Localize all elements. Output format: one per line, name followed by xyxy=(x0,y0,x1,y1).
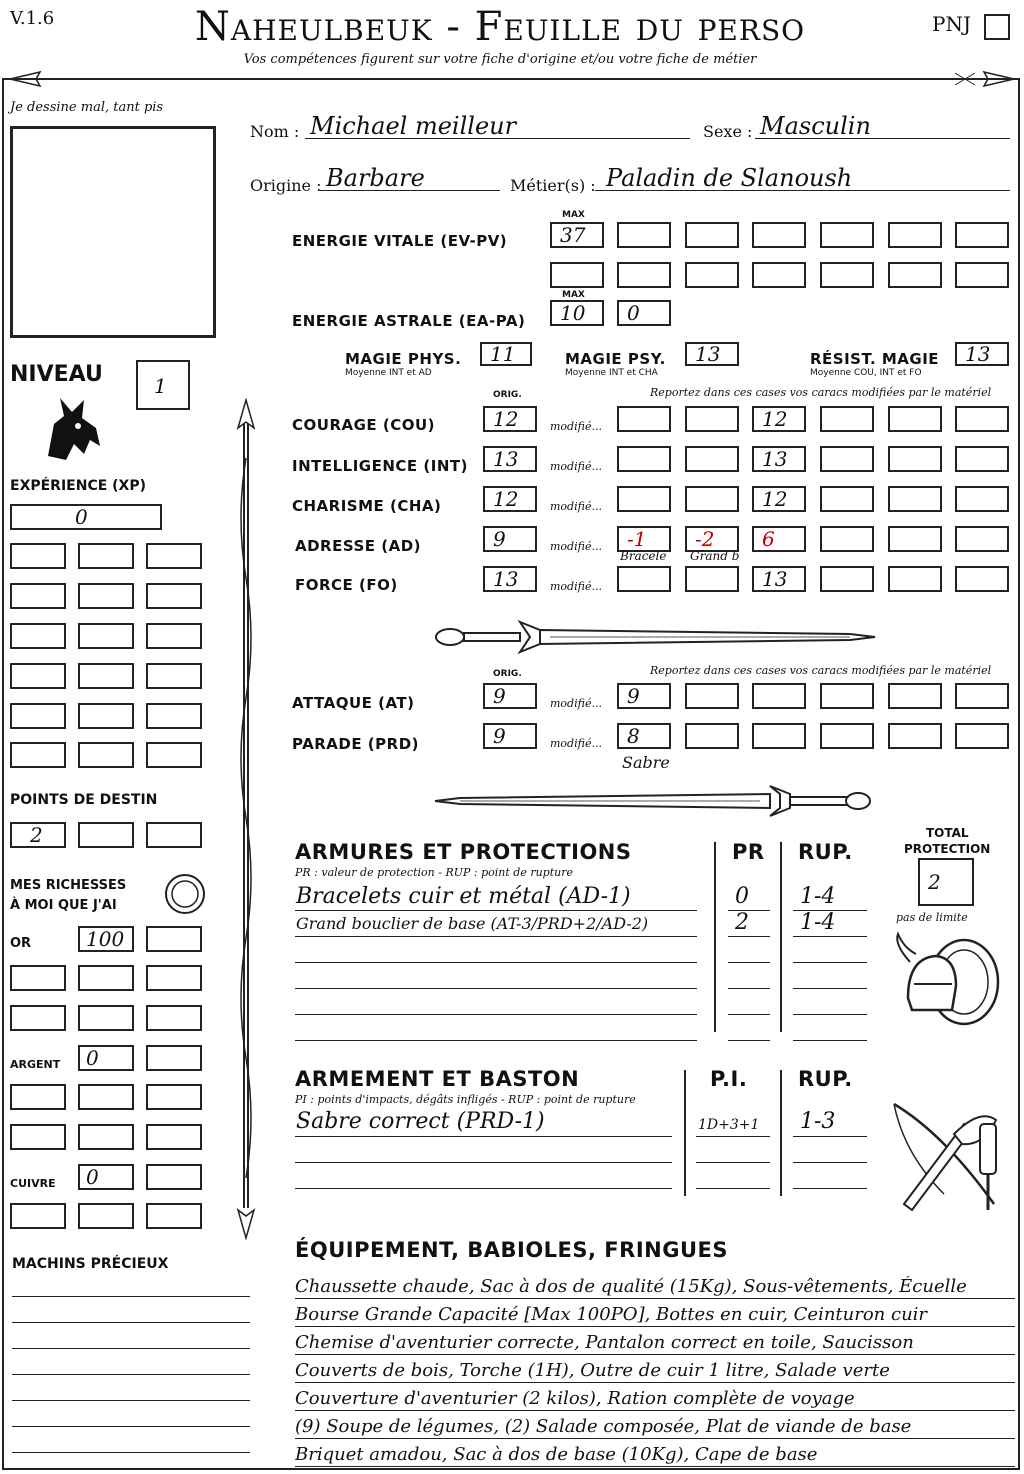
ad-modif-label: modifié... xyxy=(550,540,602,553)
niveau-value: 1 xyxy=(154,374,167,398)
cha-mod-box[interactable] xyxy=(617,486,671,512)
cou-mod-box[interactable] xyxy=(617,406,671,432)
page-title: Naheulbeuk - Feuille du perso xyxy=(194,4,806,50)
or-box[interactable] xyxy=(146,926,202,952)
equipment-line[interactable]: Chemise d'aventurier correcte, Pantalon correct en toile, Saucisson xyxy=(295,1332,1015,1355)
magie-phys-value: 11 xyxy=(490,342,516,366)
cha-mod-value: 12 xyxy=(762,487,788,511)
cuivre-box[interactable] xyxy=(78,1203,134,1229)
equipment-line[interactable]: Couverts de bois, Torche (1H), Outre de cuir 1 litre, Salade verte xyxy=(295,1360,1015,1383)
xp-box[interactable] xyxy=(10,504,162,530)
prd-mod-box[interactable] xyxy=(955,723,1009,749)
xp-slot[interactable] xyxy=(78,583,134,609)
argent-box[interactable] xyxy=(78,1045,134,1071)
equipment-line[interactable]: Couverture d'aventurier (2 kilos), Ration complète de voyage xyxy=(295,1388,1015,1411)
ev-box[interactable] xyxy=(752,262,806,288)
at-modif-label: modifié... xyxy=(550,697,602,710)
helmet-shield-icon xyxy=(890,928,1006,1032)
armor-line[interactable] xyxy=(793,988,867,989)
xp-slot[interactable] xyxy=(10,663,66,689)
ad-mod-value-2: -2 xyxy=(695,527,715,551)
ev-box[interactable] xyxy=(550,262,604,288)
fo-mod-box[interactable] xyxy=(752,566,806,592)
weapon-line[interactable] xyxy=(696,1162,770,1163)
armor-line[interactable] xyxy=(728,1040,770,1041)
cha-label: CHARISME (CHA) xyxy=(292,497,442,515)
equipment-line[interactable]: Briquet amadou, Sac à dos de base (10Kg), Cape de base xyxy=(295,1444,1015,1467)
weapon-line xyxy=(793,1136,867,1137)
fo-mod-box[interactable] xyxy=(955,566,1009,592)
ad-mod-box[interactable] xyxy=(955,526,1009,552)
prd-mod-value: 8 xyxy=(627,724,640,748)
magie-psy-value: 13 xyxy=(695,342,721,366)
stats-orig-label: ORIG. xyxy=(493,390,522,400)
ad-mod-box[interactable] xyxy=(820,526,874,552)
magie-psy-box[interactable] xyxy=(685,342,739,366)
argent-box[interactable] xyxy=(78,1124,134,1150)
int-mod-box[interactable] xyxy=(955,446,1009,472)
protection-limit-note: pas de limite xyxy=(896,911,968,924)
at-mod-value: 9 xyxy=(627,684,640,708)
armor-1-rup[interactable]: 1-4 xyxy=(800,884,836,909)
xp-slot[interactable] xyxy=(10,583,66,609)
cou-mod-box[interactable] xyxy=(955,406,1009,432)
ev-box[interactable] xyxy=(888,222,942,248)
weapon-line[interactable] xyxy=(793,1188,867,1189)
destin-box[interactable] xyxy=(10,822,66,848)
xp-slot[interactable] xyxy=(146,703,202,729)
origine-value[interactable]: Barbare xyxy=(326,164,425,192)
int-modif-label: modifié... xyxy=(550,460,602,473)
destin-box[interactable] xyxy=(78,822,134,848)
machins-line[interactable] xyxy=(12,1452,250,1453)
armement-title: ARMEMENT ET BASTON xyxy=(295,1067,580,1091)
fo-label: FORCE (FO) xyxy=(295,576,398,594)
int-mod-box[interactable] xyxy=(685,446,739,472)
equipment-line[interactable]: Chaussette chaude, Sac à dos de qualité (15Kg), Sous-vêtements, Écuelle xyxy=(295,1276,1015,1299)
stats-report-note: Reportez dans ces cases vos caracs modifiées par le matériel xyxy=(650,386,992,399)
fo-mod-box[interactable] xyxy=(888,566,942,592)
xp-slot[interactable] xyxy=(10,543,66,569)
xp-slot[interactable] xyxy=(78,703,134,729)
total-protection-label-1: TOTAL xyxy=(926,826,969,840)
cha-mod-box[interactable] xyxy=(685,486,739,512)
ad-note-2: Grand b xyxy=(690,549,740,563)
ev-box[interactable] xyxy=(955,262,1009,288)
xp-value: 0 xyxy=(75,505,88,529)
armor-line[interactable] xyxy=(295,962,697,963)
prd-modif-label: modifié... xyxy=(550,737,602,750)
ea-max-value: 10 xyxy=(560,301,586,325)
prd-mod-box[interactable] xyxy=(685,723,739,749)
armures-pr-header: PR xyxy=(732,840,765,864)
armures-title: ARMURES ET PROTECTIONS xyxy=(295,840,632,864)
weapon-1-pi[interactable]: 1D+3+1 xyxy=(698,1117,760,1133)
cou-orig-value: 12 xyxy=(493,407,519,431)
dragon-icon xyxy=(40,394,106,464)
machins-line[interactable] xyxy=(12,1400,250,1401)
xp-slot[interactable] xyxy=(146,583,202,609)
magie-phys-note: Moyenne INT et AD xyxy=(345,368,432,378)
metier-label: Métier(s) : xyxy=(510,176,596,195)
or-value: 100 xyxy=(86,927,125,951)
int-mod-box[interactable] xyxy=(617,446,671,472)
page-subtitle: Vos compétences figurent sur votre fiche d'origine et/ou votre fiche de métier xyxy=(243,52,757,67)
resist-magie-box[interactable] xyxy=(955,342,1009,366)
equipement-title: ÉQUIPEMENT, BABIOLES, FRINGUES xyxy=(295,1238,728,1262)
armor-line xyxy=(295,936,697,937)
armor-line[interactable] xyxy=(728,988,770,989)
combat-orig-label: ORIG. xyxy=(493,669,522,679)
cha-mod-box[interactable] xyxy=(955,486,1009,512)
xp-slot[interactable] xyxy=(146,623,202,649)
niveau-label: NIVEAU xyxy=(10,362,103,387)
armor-line xyxy=(728,936,770,937)
destin-label: POINTS DE DESTIN xyxy=(10,792,158,808)
weapon-line[interactable] xyxy=(295,1188,672,1189)
ea-max-label: MAX xyxy=(562,290,585,300)
argent-box[interactable] xyxy=(10,1124,66,1150)
armures-note: PR : valeur de protection - RUP : point de rupture xyxy=(295,866,573,879)
int-mod-box[interactable] xyxy=(752,446,806,472)
weapon-line[interactable] xyxy=(295,1162,672,1163)
xp-slot[interactable] xyxy=(78,543,134,569)
richesses-label-2: À MOI QUE J'AI xyxy=(10,898,117,913)
weapon-line[interactable] xyxy=(793,1162,867,1163)
argent-box[interactable] xyxy=(146,1084,202,1110)
fo-mod-box[interactable] xyxy=(685,566,739,592)
cha-mod-box[interactable] xyxy=(820,486,874,512)
prd-orig-value: 9 xyxy=(493,724,506,748)
int-mod-box[interactable] xyxy=(820,446,874,472)
xp-slot[interactable] xyxy=(10,742,66,768)
ad-mod-value-1: -1 xyxy=(627,527,647,551)
origine-label: Origine : xyxy=(250,176,322,195)
ea-box[interactable] xyxy=(617,300,671,326)
cuivre-value: 0 xyxy=(86,1165,99,1189)
armement-rup-header: RUP. xyxy=(798,1067,853,1091)
armement-divider xyxy=(780,1070,782,1196)
ad-mod-box[interactable] xyxy=(888,526,942,552)
armor-line[interactable] xyxy=(793,1040,867,1041)
sexe-label: Sexe : xyxy=(703,122,753,141)
armor-line[interactable] xyxy=(728,1014,770,1015)
version-label: V.1.6 xyxy=(10,8,55,29)
argent-box[interactable] xyxy=(146,1045,202,1071)
niveau-box[interactable] xyxy=(136,360,190,410)
total-protection-box[interactable] xyxy=(918,858,974,906)
or-box[interactable] xyxy=(78,926,134,952)
ev-box[interactable] xyxy=(752,222,806,248)
ev-box[interactable] xyxy=(888,262,942,288)
magie-phys-box[interactable] xyxy=(480,342,532,366)
fo-modif-label: modifié... xyxy=(550,580,602,593)
resist-magie-label: RÉSIST. MAGIE xyxy=(810,350,940,368)
ev-box[interactable] xyxy=(820,222,874,248)
cou-modif-label: modifié... xyxy=(550,420,602,433)
sexe-value[interactable]: Masculin xyxy=(760,112,871,140)
or-box[interactable] xyxy=(10,965,66,991)
armor-line[interactable] xyxy=(295,1040,697,1041)
fo-mod-value: 13 xyxy=(762,567,788,591)
at-orig-box[interactable] xyxy=(483,683,537,709)
argent-box[interactable] xyxy=(10,1084,66,1110)
armor-line xyxy=(295,910,697,911)
or-box[interactable] xyxy=(146,965,202,991)
armement-note: PI : points d'impacts, dégâts infligés - RUP : point de rupture xyxy=(295,1093,636,1106)
portrait-box[interactable] xyxy=(10,126,216,338)
coin-icon xyxy=(162,872,208,916)
ad-orig-value: 9 xyxy=(493,527,506,551)
cou-label: COURAGE (COU) xyxy=(292,416,436,434)
fo-mod-box[interactable] xyxy=(820,566,874,592)
or-box[interactable] xyxy=(78,965,134,991)
weapon-1-rup[interactable]: 1-3 xyxy=(800,1109,836,1134)
xp-slot[interactable] xyxy=(10,623,66,649)
xp-slot[interactable] xyxy=(78,623,134,649)
cha-modif-label: modifié... xyxy=(550,500,602,513)
armor-line[interactable] xyxy=(295,1014,697,1015)
armor-line[interactable] xyxy=(295,988,697,989)
equipment-line[interactable]: (9) Soupe de légumes, (2) Salade composée, Plat de viande de base xyxy=(295,1416,1015,1439)
xp-label: EXPÉRIENCE (XP) xyxy=(10,478,147,494)
armures-rup-header: RUP. xyxy=(798,840,853,864)
xp-slot[interactable] xyxy=(78,663,134,689)
total-protection-value: 2 xyxy=(928,870,941,894)
total-protection-label-2: PROTECTION xyxy=(904,842,991,856)
or-box[interactable] xyxy=(146,1005,202,1031)
ev-label: ENERGIE VITALE (EV-PV) xyxy=(292,232,508,250)
armement-divider xyxy=(684,1070,686,1196)
ev-max-label: MAX xyxy=(562,210,585,220)
cou-mod-box[interactable] xyxy=(820,406,874,432)
prd-mod-box[interactable] xyxy=(752,723,806,749)
resist-magie-value: 13 xyxy=(965,342,991,366)
fo-orig-box[interactable] xyxy=(483,566,537,592)
nom-value[interactable]: Michael meilleur xyxy=(310,112,517,140)
machins-line[interactable] xyxy=(12,1296,250,1297)
cuivre-label: CUIVRE xyxy=(10,1177,56,1190)
cha-mod-box[interactable] xyxy=(752,486,806,512)
magie-psy-note: Moyenne INT et CHA xyxy=(565,368,658,378)
at-mod-box[interactable] xyxy=(955,683,1009,709)
cuivre-box[interactable] xyxy=(10,1203,66,1229)
machins-label: MACHINS PRÉCIEUX xyxy=(12,1256,169,1272)
at-mod-box[interactable] xyxy=(617,683,671,709)
ea-label: ENERGIE ASTRALE (EA-PA) xyxy=(292,312,526,330)
weapon-line xyxy=(295,1136,672,1137)
armor-2-rup[interactable]: 1-4 xyxy=(800,910,836,935)
armement-pi-header: P.I. xyxy=(710,1067,748,1091)
prd-mod-box[interactable] xyxy=(617,723,671,749)
xp-slot[interactable] xyxy=(146,663,202,689)
cou-orig-box[interactable] xyxy=(483,406,537,432)
weapons-icon xyxy=(884,1094,1008,1214)
ev-box[interactable] xyxy=(685,262,739,288)
prd-note: Sabre xyxy=(622,753,670,772)
int-label: INTELLIGENCE (INT) xyxy=(292,457,468,475)
armor-line xyxy=(793,936,867,937)
pnj-label: PNJ xyxy=(932,12,971,36)
weapon-line xyxy=(696,1136,770,1137)
prd-mod-box[interactable] xyxy=(820,723,874,749)
sword-icon xyxy=(430,778,880,824)
armor-line[interactable] xyxy=(728,962,770,963)
weapon-1-name[interactable]: Sabre correct (PRD-1) xyxy=(296,1109,545,1134)
or-box[interactable] xyxy=(10,1005,66,1031)
nom-label: Nom : xyxy=(250,122,300,141)
armor-line[interactable] xyxy=(793,1014,867,1015)
xp-slot[interactable] xyxy=(146,543,202,569)
ad-orig-box[interactable] xyxy=(483,526,537,552)
metier-value[interactable]: Paladin de Slanoush xyxy=(606,164,853,192)
machins-line[interactable] xyxy=(12,1374,250,1375)
at-mod-box[interactable] xyxy=(888,683,942,709)
int-orig-box[interactable] xyxy=(483,446,537,472)
argent-value: 0 xyxy=(86,1046,99,1070)
at-orig-value: 9 xyxy=(493,684,506,708)
fo-orig-value: 13 xyxy=(493,567,519,591)
at-label: ATTAQUE (AT) xyxy=(292,694,415,712)
at-mod-box[interactable] xyxy=(752,683,806,709)
portrait-caption: Je dessine mal, tant pis xyxy=(10,100,164,115)
ad-note-1: Bracele xyxy=(620,549,667,563)
machins-line[interactable] xyxy=(12,1426,250,1427)
armures-divider xyxy=(714,842,716,1032)
ev-max-value: 37 xyxy=(560,223,586,247)
armor-1-name[interactable]: Bracelets cuir et métal (AD-1) xyxy=(296,884,631,909)
at-mod-box[interactable] xyxy=(820,683,874,709)
cou-mod-value: 12 xyxy=(762,407,788,431)
at-mod-box[interactable] xyxy=(685,683,739,709)
magie-psy-label: MAGIE PSY. xyxy=(565,350,666,368)
cha-orig-value: 12 xyxy=(493,487,519,511)
destin-value: 2 xyxy=(30,823,43,847)
armor-line[interactable] xyxy=(793,962,867,963)
machins-line[interactable] xyxy=(12,1322,250,1323)
xp-slot[interactable] xyxy=(146,742,202,768)
int-mod-box[interactable] xyxy=(888,446,942,472)
cou-mod-box[interactable] xyxy=(888,406,942,432)
argent-box[interactable] xyxy=(146,1124,202,1150)
richesses-label-1: MES RICHESSES xyxy=(10,878,127,893)
int-mod-value: 13 xyxy=(762,447,788,471)
int-orig-value: 13 xyxy=(493,447,519,471)
spear-icon xyxy=(232,398,260,1240)
xp-slot[interactable] xyxy=(10,703,66,729)
fo-mod-box[interactable] xyxy=(617,566,671,592)
cuivre-box[interactable] xyxy=(146,1164,202,1190)
cou-mod-box[interactable] xyxy=(685,406,739,432)
or-box[interactable] xyxy=(78,1005,134,1031)
armor-2-name[interactable]: Grand bouclier de base (AT-3/PRD+2/AD-2) xyxy=(296,914,649,933)
magie-phys-label: MAGIE PHYS. xyxy=(345,350,462,368)
weapon-line[interactable] xyxy=(696,1188,770,1189)
or-label: OR xyxy=(10,936,32,951)
ev-box[interactable] xyxy=(955,222,1009,248)
prd-mod-box[interactable] xyxy=(888,723,942,749)
machins-line[interactable] xyxy=(12,1348,250,1349)
ev-max-box[interactable] xyxy=(550,222,604,248)
ad-label: ADRESSE (AD) xyxy=(295,537,422,555)
armor-2-pr[interactable]: 2 xyxy=(735,910,749,935)
ea-current-value: 0 xyxy=(627,301,640,325)
sword-icon xyxy=(430,614,880,660)
destin-box[interactable] xyxy=(146,822,202,848)
ad-mod-value-3: 6 xyxy=(762,527,775,551)
ev-box[interactable] xyxy=(685,222,739,248)
equipment-line[interactable]: Bourse Grande Capacité [Max 100PO], Bottes en cuir, Ceinturon cuir xyxy=(295,1304,1015,1327)
cuivre-box[interactable] xyxy=(146,1203,202,1229)
ev-box[interactable] xyxy=(617,262,671,288)
cha-orig-box[interactable] xyxy=(483,486,537,512)
cou-mod-box[interactable] xyxy=(752,406,806,432)
ev-box[interactable] xyxy=(820,262,874,288)
argent-box[interactable] xyxy=(78,1084,134,1110)
argent-label: ARGENT xyxy=(10,1058,61,1071)
prd-orig-box[interactable] xyxy=(483,723,537,749)
cuivre-box[interactable] xyxy=(78,1164,134,1190)
cha-mod-box[interactable] xyxy=(888,486,942,512)
resist-magie-note: Moyenne COU, INT et FO xyxy=(810,368,922,378)
ad-mod-box[interactable] xyxy=(752,526,806,552)
xp-slot[interactable] xyxy=(78,742,134,768)
armures-divider xyxy=(780,842,782,1032)
prd-label: PARADE (PRD) xyxy=(292,735,420,753)
pnj-checkbox[interactable] xyxy=(984,14,1010,40)
armor-1-pr[interactable]: 0 xyxy=(735,884,749,909)
combat-report-note: Reportez dans ces cases vos caracs modifiées par le matériel xyxy=(650,664,992,677)
ev-box[interactable] xyxy=(617,222,671,248)
ea-max-box[interactable] xyxy=(550,300,604,326)
